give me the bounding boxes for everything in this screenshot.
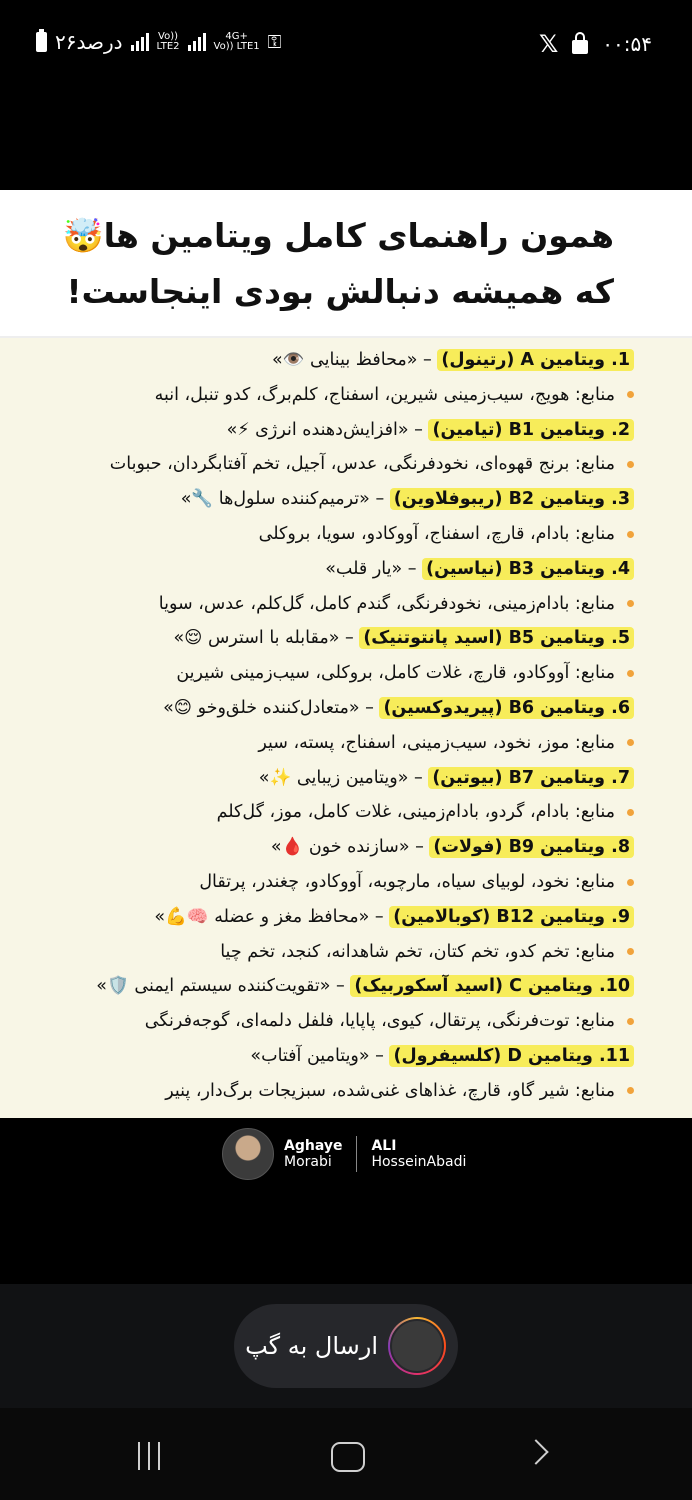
user-avatar (390, 1319, 444, 1373)
vitamin-sources-text: منابع: بادام، گردو، بادام‌زمینی، غلات کامل، موز، گل‌کلم (216, 802, 615, 823)
vitamin-sources-row (34, 385, 634, 405)
vitamin-nickname: – «سازنده خون 🩸» (270, 837, 430, 858)
vitamin-title-row (34, 350, 634, 370)
bullet-icon (627, 531, 634, 538)
vitamin-name-highlight: 2. ویتامین B1 (تیامین) (428, 419, 634, 441)
status-right-group (36, 30, 281, 54)
network-1-label: Vo)) LTE2 (156, 31, 180, 52)
vitamin-list (0, 336, 692, 1118)
vitamin-sources-row (34, 663, 634, 683)
vitamin-sources-row (34, 733, 634, 753)
vitamin-sources-text: منابع: بادام‌زمینی، نخودفرنگی، گندم کامل، گل‌کلم، عدس، سویا (158, 593, 615, 614)
author-divider (356, 1136, 357, 1172)
vitamin-nickname: – «ویتامین زیبایی ✨» (258, 767, 429, 788)
vitamin-name-highlight: 11. ویتامین D (کلسیفرول) (389, 1045, 634, 1067)
bullet-icon (627, 461, 634, 468)
vitamin-nickname: – «متعادل‌کننده خلق‌وخو 😊» (163, 698, 380, 718)
vitamin-name-highlight: 5. ویتامین B5 (اسید پانتوتنیک) (359, 627, 634, 649)
vitamin-title-row (34, 559, 634, 579)
vitamin-sources-row (34, 802, 634, 822)
vitamin-nickname: – «تقویت‌کننده سیستم ایمنی 🛡️» (96, 976, 351, 997)
bullet-icon (627, 1087, 634, 1094)
lock-icon (572, 40, 588, 54)
vitamin-title-row (34, 837, 634, 857)
vitamin-title-row (34, 907, 634, 927)
vitamin-name-highlight: 7. ویتامین B7 (بیوتین) (428, 767, 634, 789)
vitamin-title-row (34, 489, 634, 509)
post-title-line1: همون راهنمای کامل ویتامین ها🤯 (62, 216, 614, 255)
vitamin-name-highlight: 10. ویتامین C (اسید آسکوربیک) (350, 975, 634, 997)
bullet-icon (627, 391, 634, 398)
post-title-line2: که همیشه دنبالش بودی اینجاست! (66, 272, 614, 311)
recent-apps-button[interactable] (138, 1442, 170, 1470)
post-header (0, 190, 692, 336)
bullet-icon (627, 879, 634, 886)
post-image[interactable] (0, 190, 692, 1116)
bullet-icon (627, 809, 634, 816)
x-app-icon: 𝕏 (538, 30, 559, 58)
battery-icon (36, 32, 47, 52)
vitamin-title-row (34, 1046, 634, 1066)
network-2-label: 4G+ Vo)) LTE1 (213, 31, 260, 52)
signal-bars-icon (131, 33, 149, 51)
vitamin-nickname: – «افزایش‌دهنده انرژی ⚡» (226, 419, 429, 440)
status-time: ۰۰:۵۴ (602, 32, 652, 56)
author-name-1: Aghaye Morabi (284, 1138, 343, 1170)
vitamin-title-row (34, 768, 634, 788)
bullet-icon (627, 1018, 634, 1025)
story-avatar-ring (388, 1317, 446, 1375)
post-author[interactable] (222, 1128, 466, 1180)
status-bar (0, 0, 692, 64)
bullet-icon (627, 600, 634, 607)
send-to-chat-label: ارسال به گپ (245, 1332, 378, 1360)
vpn-key-icon: ⚿ (267, 31, 282, 53)
vitamin-sources-text: منابع: آووکادو، قارچ، غلات کامل، بروکلی، سیب‌زمینی شیرین (176, 663, 615, 684)
bullet-icon (627, 670, 634, 677)
vitamin-sources-row (34, 872, 634, 892)
vitamin-sources-text: منابع: موز، نخود، سیب‌زمینی، اسفناج، پسته، سیر (258, 732, 615, 753)
vitamin-sources-row (34, 524, 634, 544)
vitamin-sources-text: منابع: برنج قهوه‌ای، نخودفرنگی، عدس، آجیل، تخم آفتابگردان، حبوبات (109, 454, 615, 475)
vitamin-sources-text: منابع: بادام، قارچ، اسفناج، آووکادو، سویا، بروکلی (258, 524, 615, 544)
vitamin-sources-text: منابع: توت‌فرنگی، پرتقال، کیوی، پاپایا، فلفل دلمه‌ای، گوجه‌فرنگی (144, 1011, 615, 1032)
vitamin-nickname: – «محافظ مغز و عضله 🧠💪» (154, 906, 390, 927)
vitamin-nickname: – «ویتامین آفتاب» (250, 1046, 390, 1066)
vitamin-nickname: – «محافظ بینایی 👁️» (271, 350, 438, 370)
author-avatar[interactable] (222, 1128, 274, 1180)
vitamin-sources-text: منابع: تخم کدو، تخم کتان، تخم شاهدانه، کنجد، تخم چیا (220, 941, 615, 962)
vitamin-name-highlight: 4. ویتامین B3 (نیاسین) (422, 558, 634, 580)
vitamin-title-row (34, 420, 634, 440)
vitamin-nickname: – «یار قلب» (325, 558, 423, 579)
vitamin-title-row (34, 628, 634, 648)
send-to-chat-button[interactable] (234, 1304, 458, 1388)
home-button[interactable] (331, 1442, 365, 1472)
vitamin-sources-row (34, 1081, 634, 1101)
vitamin-name-highlight: 8. ویتامین B9 (فولات) (429, 836, 634, 858)
vitamin-title-row (34, 698, 634, 718)
vitamin-sources-text: منابع: هویج، سیب‌زمینی شیرین، اسفناج، کلم‌برگ، کدو تنبل، انبه (154, 384, 615, 405)
vitamin-sources-text: منابع: شیر گاو، قارچ، غذاهای غنی‌شده، سبزیجات برگ‌دار، پنیر (165, 1080, 615, 1101)
vitamin-nickname: – «ترمیم‌کننده سلول‌ها 🔧» (180, 489, 390, 510)
vitamin-nickname: – «مقابله با استرس 😌» (173, 628, 360, 649)
vitamin-name-highlight: 3. ویتامین B2 (ریبوفلاوین) (390, 488, 634, 510)
vitamin-name-highlight: 1. ویتامین A (رتینول) (437, 349, 634, 371)
signal-bars-icon-2 (188, 33, 206, 51)
vitamin-name-highlight: 6. ویتامین B6 (پیریدوکسین) (379, 697, 634, 719)
vitamin-sources-row (34, 594, 634, 614)
status-left-group (539, 30, 652, 58)
bullet-icon (627, 948, 634, 955)
vitamin-title-row (34, 976, 634, 996)
vitamin-sources-row (34, 1011, 634, 1031)
vitamin-name-highlight: 9. ویتامین B12 (کوبالامین) (389, 906, 634, 928)
vitamin-sources-text: منابع: نخود، لوبیای سیاه، مارچوبه، آووکادو، چغندر، پرتقال (199, 872, 615, 892)
vitamin-sources-row (34, 942, 634, 962)
vitamin-sources-row (34, 454, 634, 474)
author-name-2: ALI HosseinAbadi (371, 1138, 467, 1170)
bullet-icon (627, 739, 634, 746)
battery-percent: ۲۶درصد (55, 30, 123, 54)
